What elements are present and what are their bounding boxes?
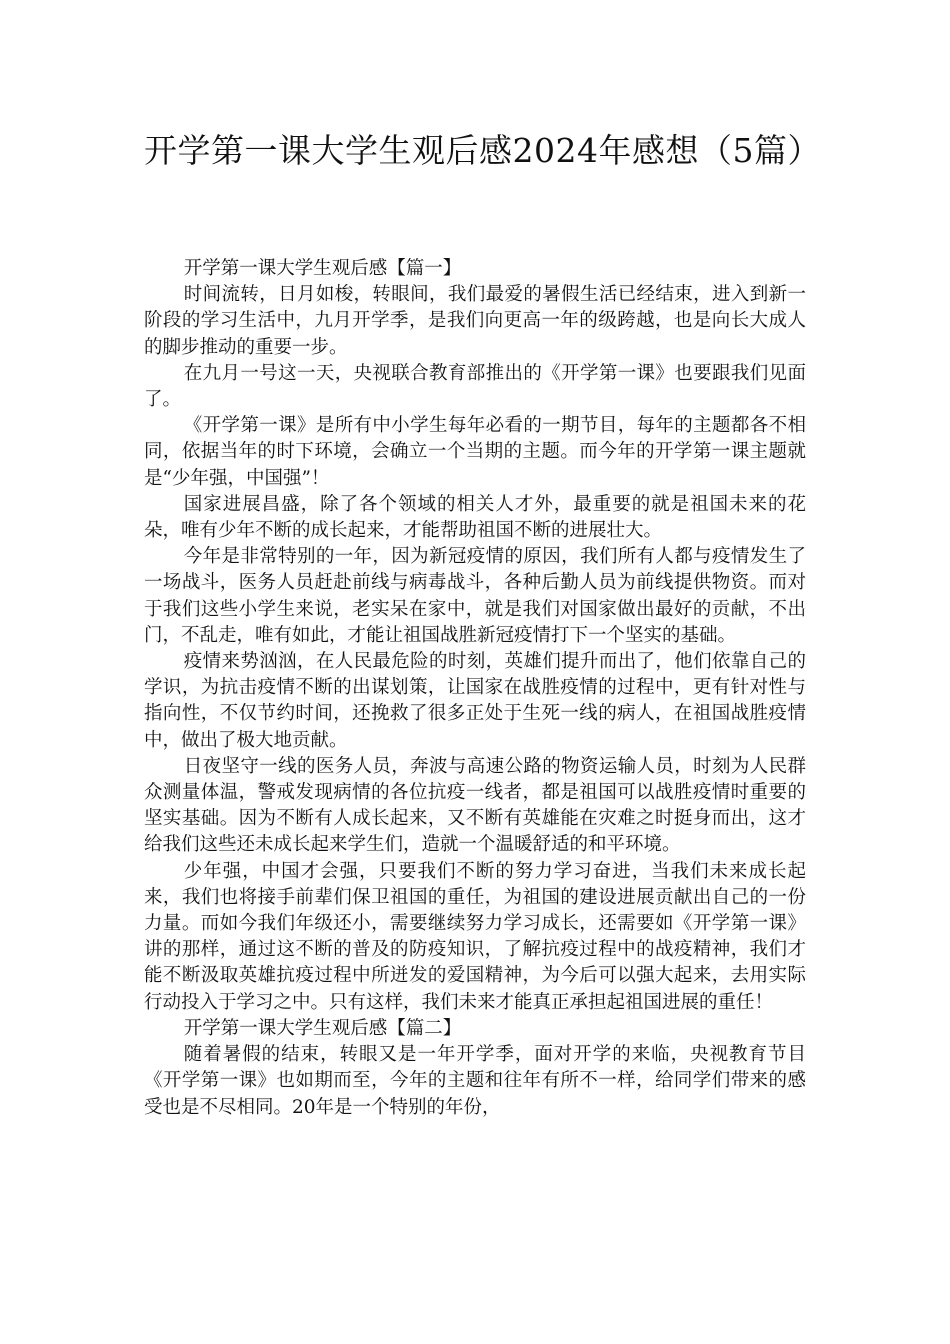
document-page: [144, 0, 821, 1121]
document-body: [144, 256, 806, 1121]
section-heading-1: 开学第一课大学生观后感【篇一】: [183, 258, 462, 279]
paragraph: 随着暑假的结束，转眼又是一年开学季，面对开学的来临，央视教育节目《开学第一课》也如期而至，今年的主题和往年有所不一样，给同学们带来的感受也是不尽相同。20年是一个特别的年份，: [144, 1044, 806, 1118]
paragraph: 今年是非常特别的一年，因为新冠疫情的原因，我们所有人都与疫情发生了一场战斗，医务人员赶赴前线与病毒战斗，各种后勤人员为前线提供物资。而对于我们这些小学生来说，老实呆在家中，就是我们对国家做出最好的贡献，不出门，不乱走，唯有如此，才能让祖国战胜新冠疫情打下一个坚实的基础。: [144, 546, 806, 646]
paragraph: 疫情来势汹汹，在人民最危险的时刻，英雄们提升而出了，他们依靠自己的学识，为抗击疫情不断的出谋划策，让国家在战胜疫情的过程中，更有针对性与指向性，不仅节约时间，还挽救了很多正处于生死一线的病人，在祖国战胜疫情中，做出了极大地贡献。: [144, 651, 806, 751]
paragraph: 日夜坚守一线的医务人员，奔波与高速公路的物资运输人员，时刻为人民群众测量体温，警戒发现病情的各位抗疫一线者，都是祖国可以战胜疫情时重要的坚实基础。因为不断有人成长起来，又不断有英雄能在灾难之时挺身而出，这才给我们这些还未成长起来学生们，造就一个温暖舒适的和平环境。: [144, 755, 806, 856]
paragraph: 时间流转，日月如梭，转眼间，我们最爱的暑假生活已经结束，进入到新一阶段的学习生活中，九月开学季，是我们向更高一年的级跨越，也是向长大成人的脚步推动的重要一步。: [144, 284, 806, 358]
paragraph: 在九月一号这一天，央视联合教育部推出的《开学第一课》也要跟我们见面了。: [144, 362, 806, 411]
section-heading-2: 开学第一课大学生观后感【篇二】: [183, 1017, 462, 1039]
document-title: 开学第一课大学生观后感2024年感想（5篇）: [144, 131, 821, 170]
paragraph: 国家进展昌盛，除了各个领域的相关人才外，最重要的就是祖国未来的花朵，唯有少年不断的成长起来，才能帮助祖国不断的进展壮大。: [144, 493, 806, 542]
paragraph: 《开学第一课》是所有中小学生每年必看的一期节目，每年的主题都各不相同，依据当年的时下环境，会确立一个当期的主题。而今年的开学第一课主题就是“少年强，中国强”！: [144, 415, 806, 489]
paragraph: 少年强，中国才会强，只要我们不断的努力学习奋进，当我们未来成长起来，我们也将接手前辈们保卫祖国的重任，为祖国的建设进展贡献出自己的一份力量。而如今我们年级还小，需要继续努力学习成长，还需要如《开学第一课》讲的那样，通过这不断的普及的防疫知识，了解抗疫过程中的战疫精神，我们才能不断汲取英雄抗疫过程中所迸发的爱国精神，为今后可以强大起来，去用实际行动投入于学习之中。只有这样，我们未来才能真正承担起祖国进展的重任！: [144, 860, 806, 1013]
